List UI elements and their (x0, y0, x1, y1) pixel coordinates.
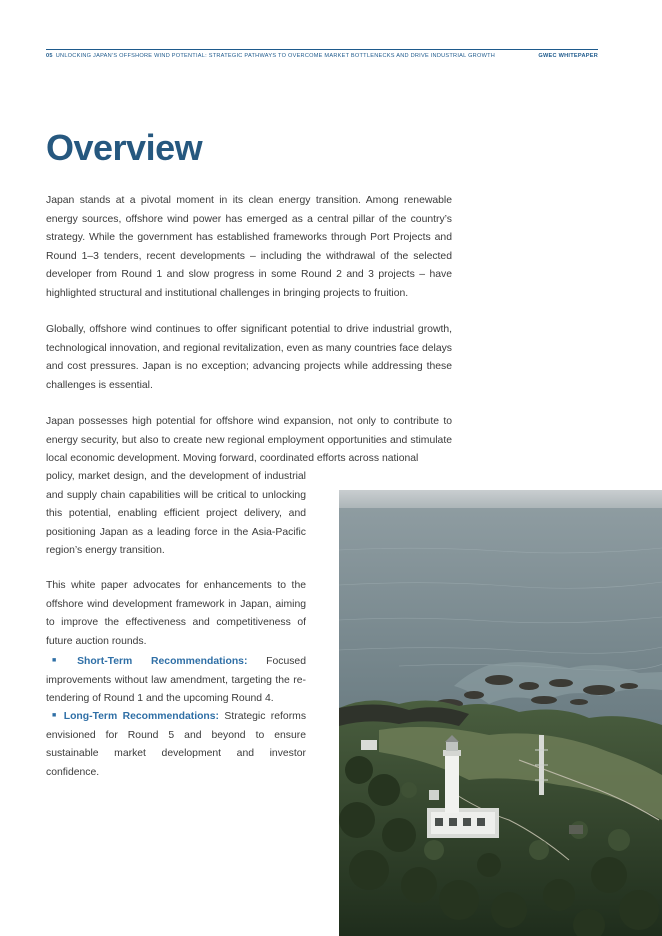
recommendation-short-term (46, 652, 306, 709)
page-title: Overview (46, 127, 203, 168)
paragraph-4: This white paper advocates for enhancements to the offshore wind development framework in Japan, aiming to improve the effectiveness and competitiveness of future auction rounds. (46, 580, 306, 647)
recommendation-label: Short-Term Recommendations: (77, 656, 248, 667)
page-number: 05 (46, 53, 53, 59)
recommendation-text: Strategic reforms envisioned for Round 5 and beyond to ensure sustainable market development and investor confidence. (46, 711, 307, 778)
recommendation-label: Long-Term Recommendations: (63, 711, 220, 722)
publication-name: GWEC WHITEPAPER (538, 53, 598, 59)
bullet-icon: ■ (52, 712, 59, 719)
paragraph-1: Japan stands at a pivotal moment in its clean energy transition. Among renewable energy sources, offshore wind power has emerged as a central pillar of the country’s strategy. While the government has established frameworks through Port Projects and Round 1–3 tenders, recent developments – including the withdrawal of the selected developer from Round 1 and slow progress in some Round 2 and 3 projects – have highlighted structural and institutional challenges in bringing projects to fruition. (46, 195, 452, 299)
recommendation-text: Focused improvements without law amendment, targeting the re-tendering of Round 1 and the upcoming Round 4. (46, 656, 306, 704)
lighthouse-coast-photo (339, 490, 662, 936)
running-header (46, 49, 598, 60)
running-title: UNLOCKING JAPAN’S OFFSHORE WIND POTENTIAL: STRATEGIC PATHWAYS TO OVERCOME MARKET BOTTLENECKS AND DRIVE INDUSTRIAL GROWTH (55, 53, 496, 59)
bullet-icon: ■ (52, 657, 73, 664)
paragraph-3: Japan possesses high potential for offshore wind expansion, not only to contribute to energy security, but also to create new regional employment opportunities and stimulate local economic development. Moving forward, coordinated efforts across national (46, 416, 452, 464)
recommendation-long-term (46, 707, 306, 782)
paragraph-3-continued: policy, market design, and the development of industrial and supply chain capabilities will be critical to unlocking this potential, enabling efficient project delivery, and positioning Japan as a leading force in the Asia-Pacific region’s energy transition. (46, 471, 306, 556)
paragraph-2: Globally, offshore wind continues to offer significant potential to drive industrial growth, technological innovation, and regional revitalization, even as many countries face delays and cost pressures. Japan is no exception; advancing projects while addressing these challenges is essential. (46, 324, 452, 391)
